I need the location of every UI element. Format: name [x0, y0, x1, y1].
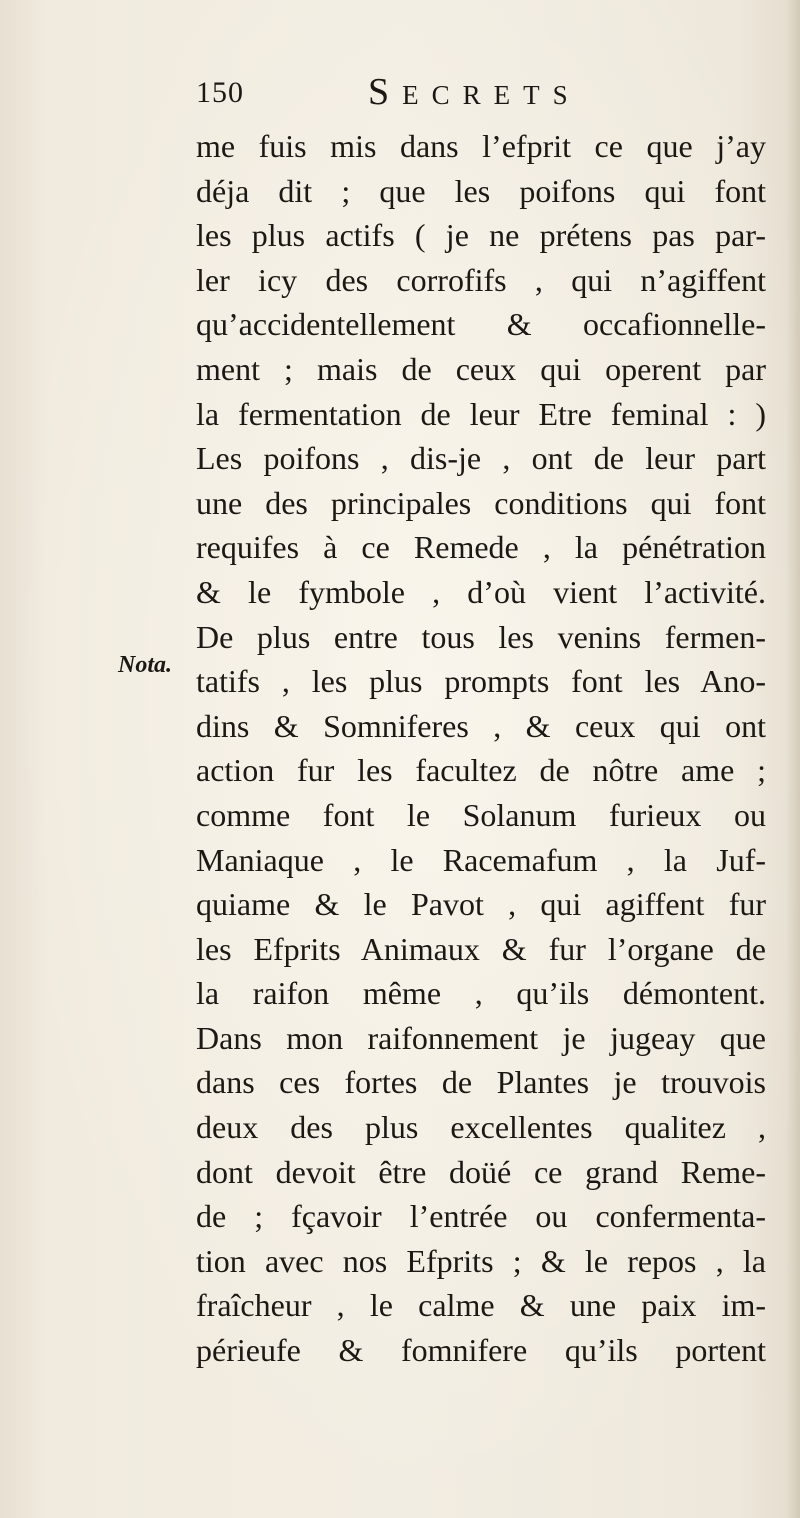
text-line: requifes à ce Remede , la pénétration	[196, 529, 766, 566]
text-line: ment ; mais de ceux qui operent par	[196, 350, 766, 387]
text-line: De plus entre tous les venins fermen-	[196, 618, 766, 655]
text-line: dins & Somniferes , & ceux qui ont	[196, 707, 766, 744]
body-text	[196, 124, 766, 1373]
text-line: qu’accidentellement & occafionnelle-	[196, 306, 766, 343]
text-line: comme font le Solanum furieux ou	[196, 796, 766, 833]
text-line: Maniaque , le Racemafum , la Juf-	[196, 841, 766, 878]
text-line: ler icy des corrofifs , qui n’agiffent	[196, 261, 766, 298]
text-line: dont devoit être doüé ce grand Reme-	[196, 1153, 766, 1190]
text-line: tatifs , les plus prompts font les Ano-	[196, 663, 766, 700]
margin-note: Nota.	[118, 652, 172, 678]
page-header	[196, 71, 626, 120]
text-line: quiame & le Pavot , qui agiffent fur	[196, 886, 766, 923]
text-line: Dans mon raifonnement je jugeay que	[196, 1019, 766, 1056]
text-line: deux des plus excellentes qualitez ,	[196, 1109, 766, 1146]
running-title: Secrets	[368, 71, 581, 113]
text-line: les plus actifs ( je ne prétens pas par-	[196, 217, 766, 254]
text-line: la fermentation de leur Etre feminal : )	[196, 395, 766, 432]
text-line: Les poifons , dis-je , ont de leur part	[196, 440, 766, 477]
text-line: & le fymbole , d’où vient l’activité.	[196, 573, 766, 610]
text-line: les Efprits Animaux & fur l’organe de	[196, 930, 766, 967]
text-line: la raifon même , qu’ils démontent.	[196, 975, 766, 1012]
text-line: une des principales conditions qui font	[196, 484, 766, 521]
page-number: 150	[196, 76, 244, 109]
text-line: de ; fçavoir l’entrée ou confermenta-	[196, 1198, 766, 1235]
page-edge-shadow	[786, 0, 800, 1518]
text-line: tion avec nos Efprits ; & le repos , la	[196, 1242, 766, 1279]
text-line: dans ces fortes de Plantes je trouvois	[196, 1064, 766, 1101]
text-line: me fuis mis dans l’efprit ce que j’ay	[196, 128, 766, 164]
text-line: fraîcheur , le calme & une paix im-	[196, 1287, 766, 1324]
text-line: déja dit ; que les poifons qui font	[196, 172, 766, 209]
text-line: périeufe & fomnifere qu’ils portent	[196, 1332, 766, 1369]
text-line: action fur les facultez de nôtre ame ;	[196, 752, 766, 789]
